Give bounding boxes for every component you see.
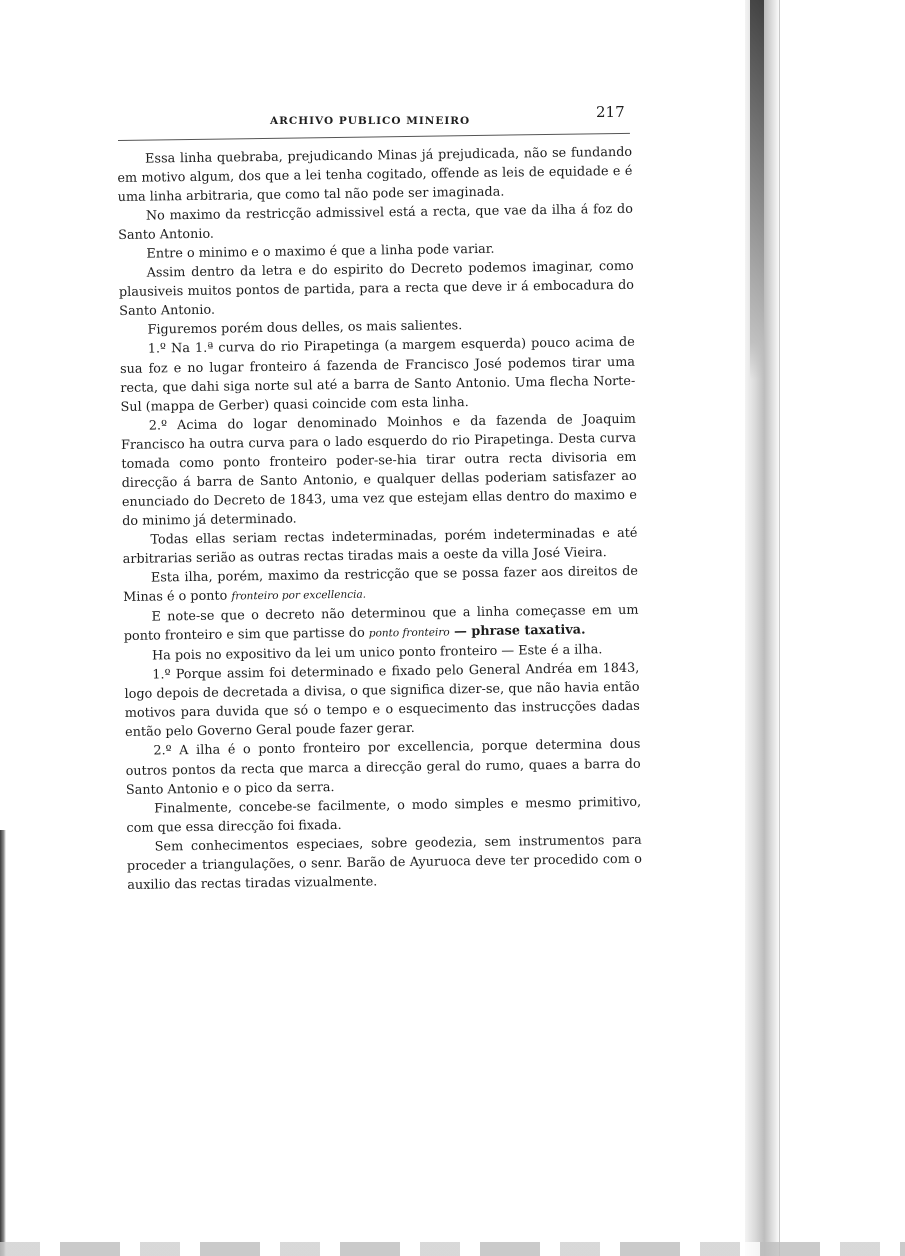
gutter-dark-band (750, 0, 764, 380)
italic-ponto-fronteiro-excellencia: fronteiro por excellencia. (231, 588, 367, 603)
paragraph-10-text: E note-se que o decreto não determinou que a linha começasse em um ponto fronteiro e sim que partisse do (123, 602, 639, 645)
paragraph-5: Figuremos porém dous delles, os mais salientes. (147, 318, 463, 339)
paragraph-7: 2.º Acima do logar denominado Moinhos e da fazenda de Joaquim Francisco ha outra curva para o lado esquerdo do rio Pirapetinga. Desta curva tomada como ponto fronteiro poder-se-hia tirar outra recta divisoria em direcção á barra de Santo Antonio, e qualquer dellas poderiam satisfazer ao enunciado do Decreto de 1843, uma vez que estejam ellas dentro do maximo e do minimo já determinado. (121, 411, 637, 529)
page-number: 217 (596, 103, 625, 121)
paragraph-8: Todas ellas seriam rectas indeterminadas, porém indeterminadas e até arbitrarias serião as outras rectas tiradas mais a oeste da villa José Vieira. (122, 525, 638, 567)
paragraph-9-text: Esta ilha, porém, maximo da restricção que se possa fazer aos direitos de Minas é o ponto (123, 563, 639, 606)
header-rule (118, 133, 630, 141)
phrase-taxativa: — phrase taxativa. (449, 622, 586, 640)
paragraph-1: Essa linha quebraba, prejudicando Minas já prejudicada, não se fundando em motivo algum, dos que a lei tenha cogitado, offende as leis de equidade e é uma linha arbitraria, que como tal não pode ser imaginada. (117, 144, 633, 206)
paragraph-13: 2.º A ilha é o ponto fronteiro por excellencia, porque determina dous outros pontos da recta que marca a direcção geral do rumo, quaes a barra do Santo Antonio e o pico da serra. (125, 737, 641, 798)
paragraph-11: Ha pois no expositivo da lei um unico ponto fronteiro — Este é a ilha. (151, 642, 603, 664)
paragraph-15: Sem conhecimentos especiaes, sobre geodezia, sem instrumentos para proceder a triangulações, o senr. Barão de Ayuruoca deve ter procedido com o auxilio das rectas tiradas vizualmente. (126, 832, 643, 893)
page-right-edge (779, 0, 780, 1256)
book-gutter-shadow (745, 0, 780, 1256)
paragraph-6: 1.º Na 1.ª curva do rio Pirapetinga (a margem esquerda) pouco acima de sua foz e no lugar fronteiro á fazenda de Francisco José podemos tirar uma recta, que dahi siga norte sul até a barra de Santo Antonio. Uma flecha Norte-Sul (mappa de Gerber) quasi coincide com esta linha. (119, 335, 636, 415)
paragraph-14: Finalmente, concebe-se facilmente, o modo simples e mesmo primitivo, com que essa direcção foi fixada. (126, 794, 642, 836)
body-text (117, 143, 642, 895)
page-left-edge-shadow (0, 830, 6, 1256)
paragraph-4: Assim dentro da letra e do espirito do Decreto podemos imaginar, como plausiveis muitos pontos de partida, para a recta que deve ir á embocadura do Santo Antonio. (118, 259, 635, 320)
paragraph-2: No maximo da restricção admissivel está a recta, que vae da ilha á foz do Santo Antonio. (118, 201, 633, 244)
running-head: ARCHIVO PUBLICO MINEIRO (270, 115, 471, 127)
page-header (270, 103, 630, 131)
paragraph-3: Entre o minimo e o maximo é que a linha pode variar. (146, 241, 495, 262)
italic-ponto-fronteiro: ponto fronteiro (368, 626, 450, 640)
paragraph-12: 1.º Porque assim foi determinado e fixado pelo General Andréa em 1843, logo depois de decretada a divisa, o que significa dizer-se, que não havia então motivos para duvida que só o tempo e o esquecimento das instrucções dadas então pelo Governo Geral poude fazer gerar. (124, 661, 640, 741)
scan-bottom-edge (0, 1242, 905, 1256)
